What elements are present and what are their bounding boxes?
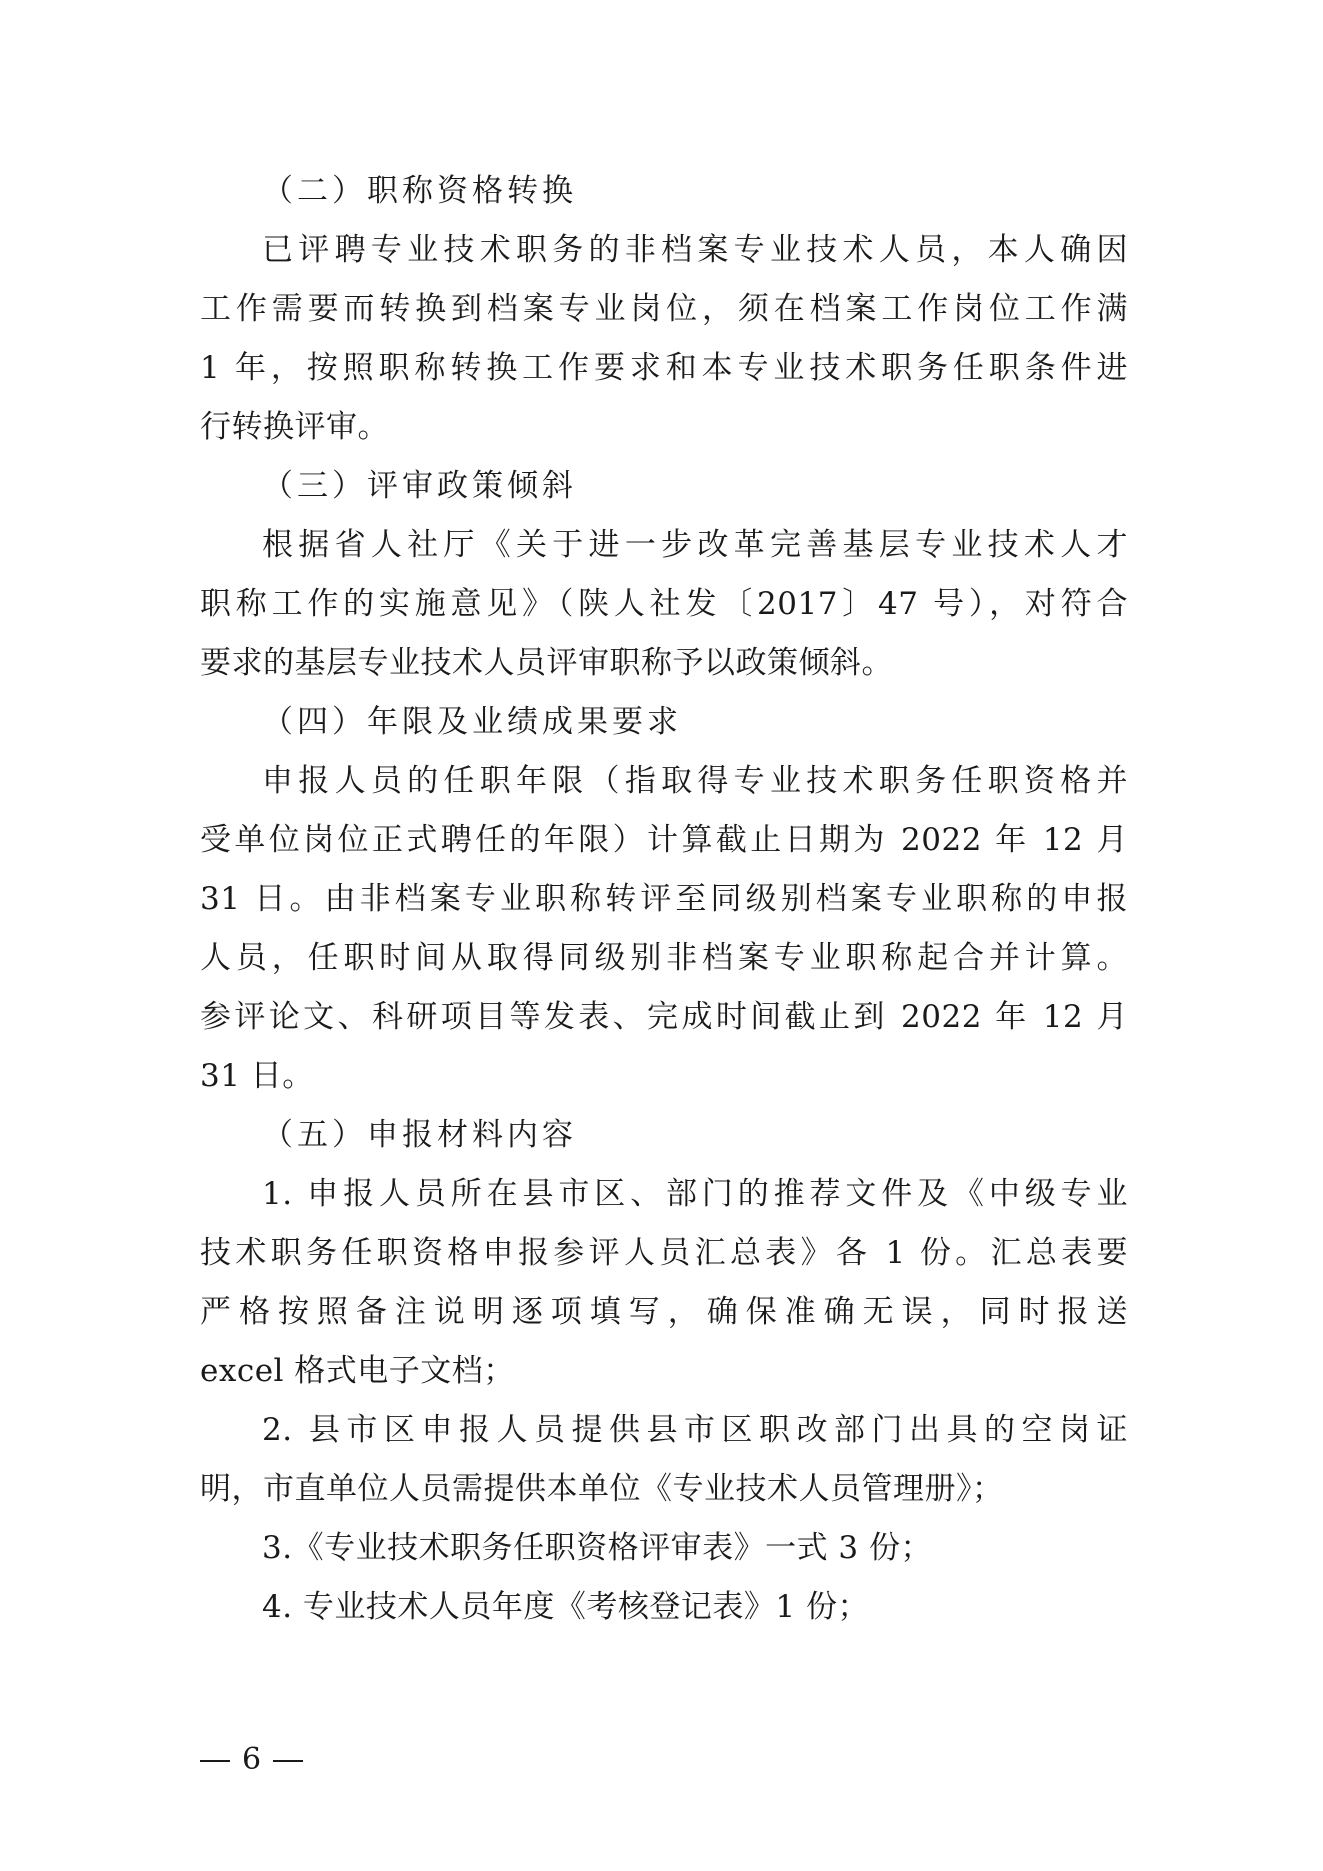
section-heading: （二）职称资格转换 — [262, 173, 577, 209]
document-body — [200, 162, 1128, 1637]
section-heading: （五）申报材料内容 — [262, 1117, 577, 1153]
page-footer — [200, 1740, 303, 1780]
footer-dash-right — [273, 1760, 303, 1762]
body-line: 技术职务任职资格申报参评人员汇总表》各 1 份。汇总表要 — [200, 1235, 1128, 1271]
paragraph-first-line: 申报人员的任职年限（指取得专业技术职务任职资格并 — [262, 763, 1128, 799]
body-line: 1 年，按照职称转换工作要求和本专业技术职务任职条件进 — [200, 350, 1128, 386]
paragraph-last-line: 31 日。 — [200, 1058, 314, 1094]
paragraph-first-line: 2. 县市区申报人员提供县市区职改部门出具的空岗证 — [262, 1412, 1128, 1448]
page-number: 6 — [242, 1742, 262, 1777]
section-heading: （三）评审政策倾斜 — [262, 468, 577, 504]
section-heading: （四）年限及业绩成果要求 — [262, 704, 682, 740]
body-line: 工作需要而转换到档案专业岗位，须在档案工作岗位工作满 — [200, 291, 1128, 327]
paragraph-first-line: 已评聘专业技术职务的非档案专业技术人员，本人确因 — [262, 232, 1128, 268]
body-line: 人员，任职时间从取得同级别非档案专业职称起合并计算。 — [200, 940, 1128, 976]
body-line: 受单位岗位正式聘任的年限）计算截止日期为 2022 年 12 月 — [200, 822, 1128, 858]
paragraph-last-line: 行转换评审。 — [200, 409, 389, 445]
paragraph-single-line: 4. 专业技术人员年度《考核登记表》1 份； — [262, 1589, 870, 1625]
footer-dash-left — [200, 1760, 230, 1762]
paragraph-last-line: 要求的基层专业技术人员评审职称予以政策倾斜。 — [200, 645, 893, 681]
paragraph-last-line: 明，市直单位人员需提供本单位《专业技术人员管理册》； — [200, 1471, 1004, 1507]
body-line: 严格按照备注说明逐项填写，确保准确无误，同时报送 — [200, 1294, 1128, 1330]
paragraph-single-line: 3.《专业技术职务任职资格评审表》一式 3 份； — [262, 1530, 933, 1566]
paragraph-last-line: excel 格式电子文档； — [200, 1353, 515, 1389]
paragraph-first-line: 1. 申报人员所在县市区、部门的推荐文件及《中级专业 — [262, 1176, 1128, 1212]
body-line: 职称工作的实施意见》（陕人社发〔2017〕47 号），对符合 — [200, 586, 1128, 622]
paragraph-first-line: 根据省人社厅《关于进一步改革完善基层专业技术人才 — [262, 527, 1128, 563]
body-line: 参评论文、科研项目等发表、完成时间截止到 2022 年 12 月 — [200, 999, 1128, 1035]
body-line: 31 日。由非档案专业职称转评至同级别档案专业职称的申报 — [200, 881, 1128, 917]
